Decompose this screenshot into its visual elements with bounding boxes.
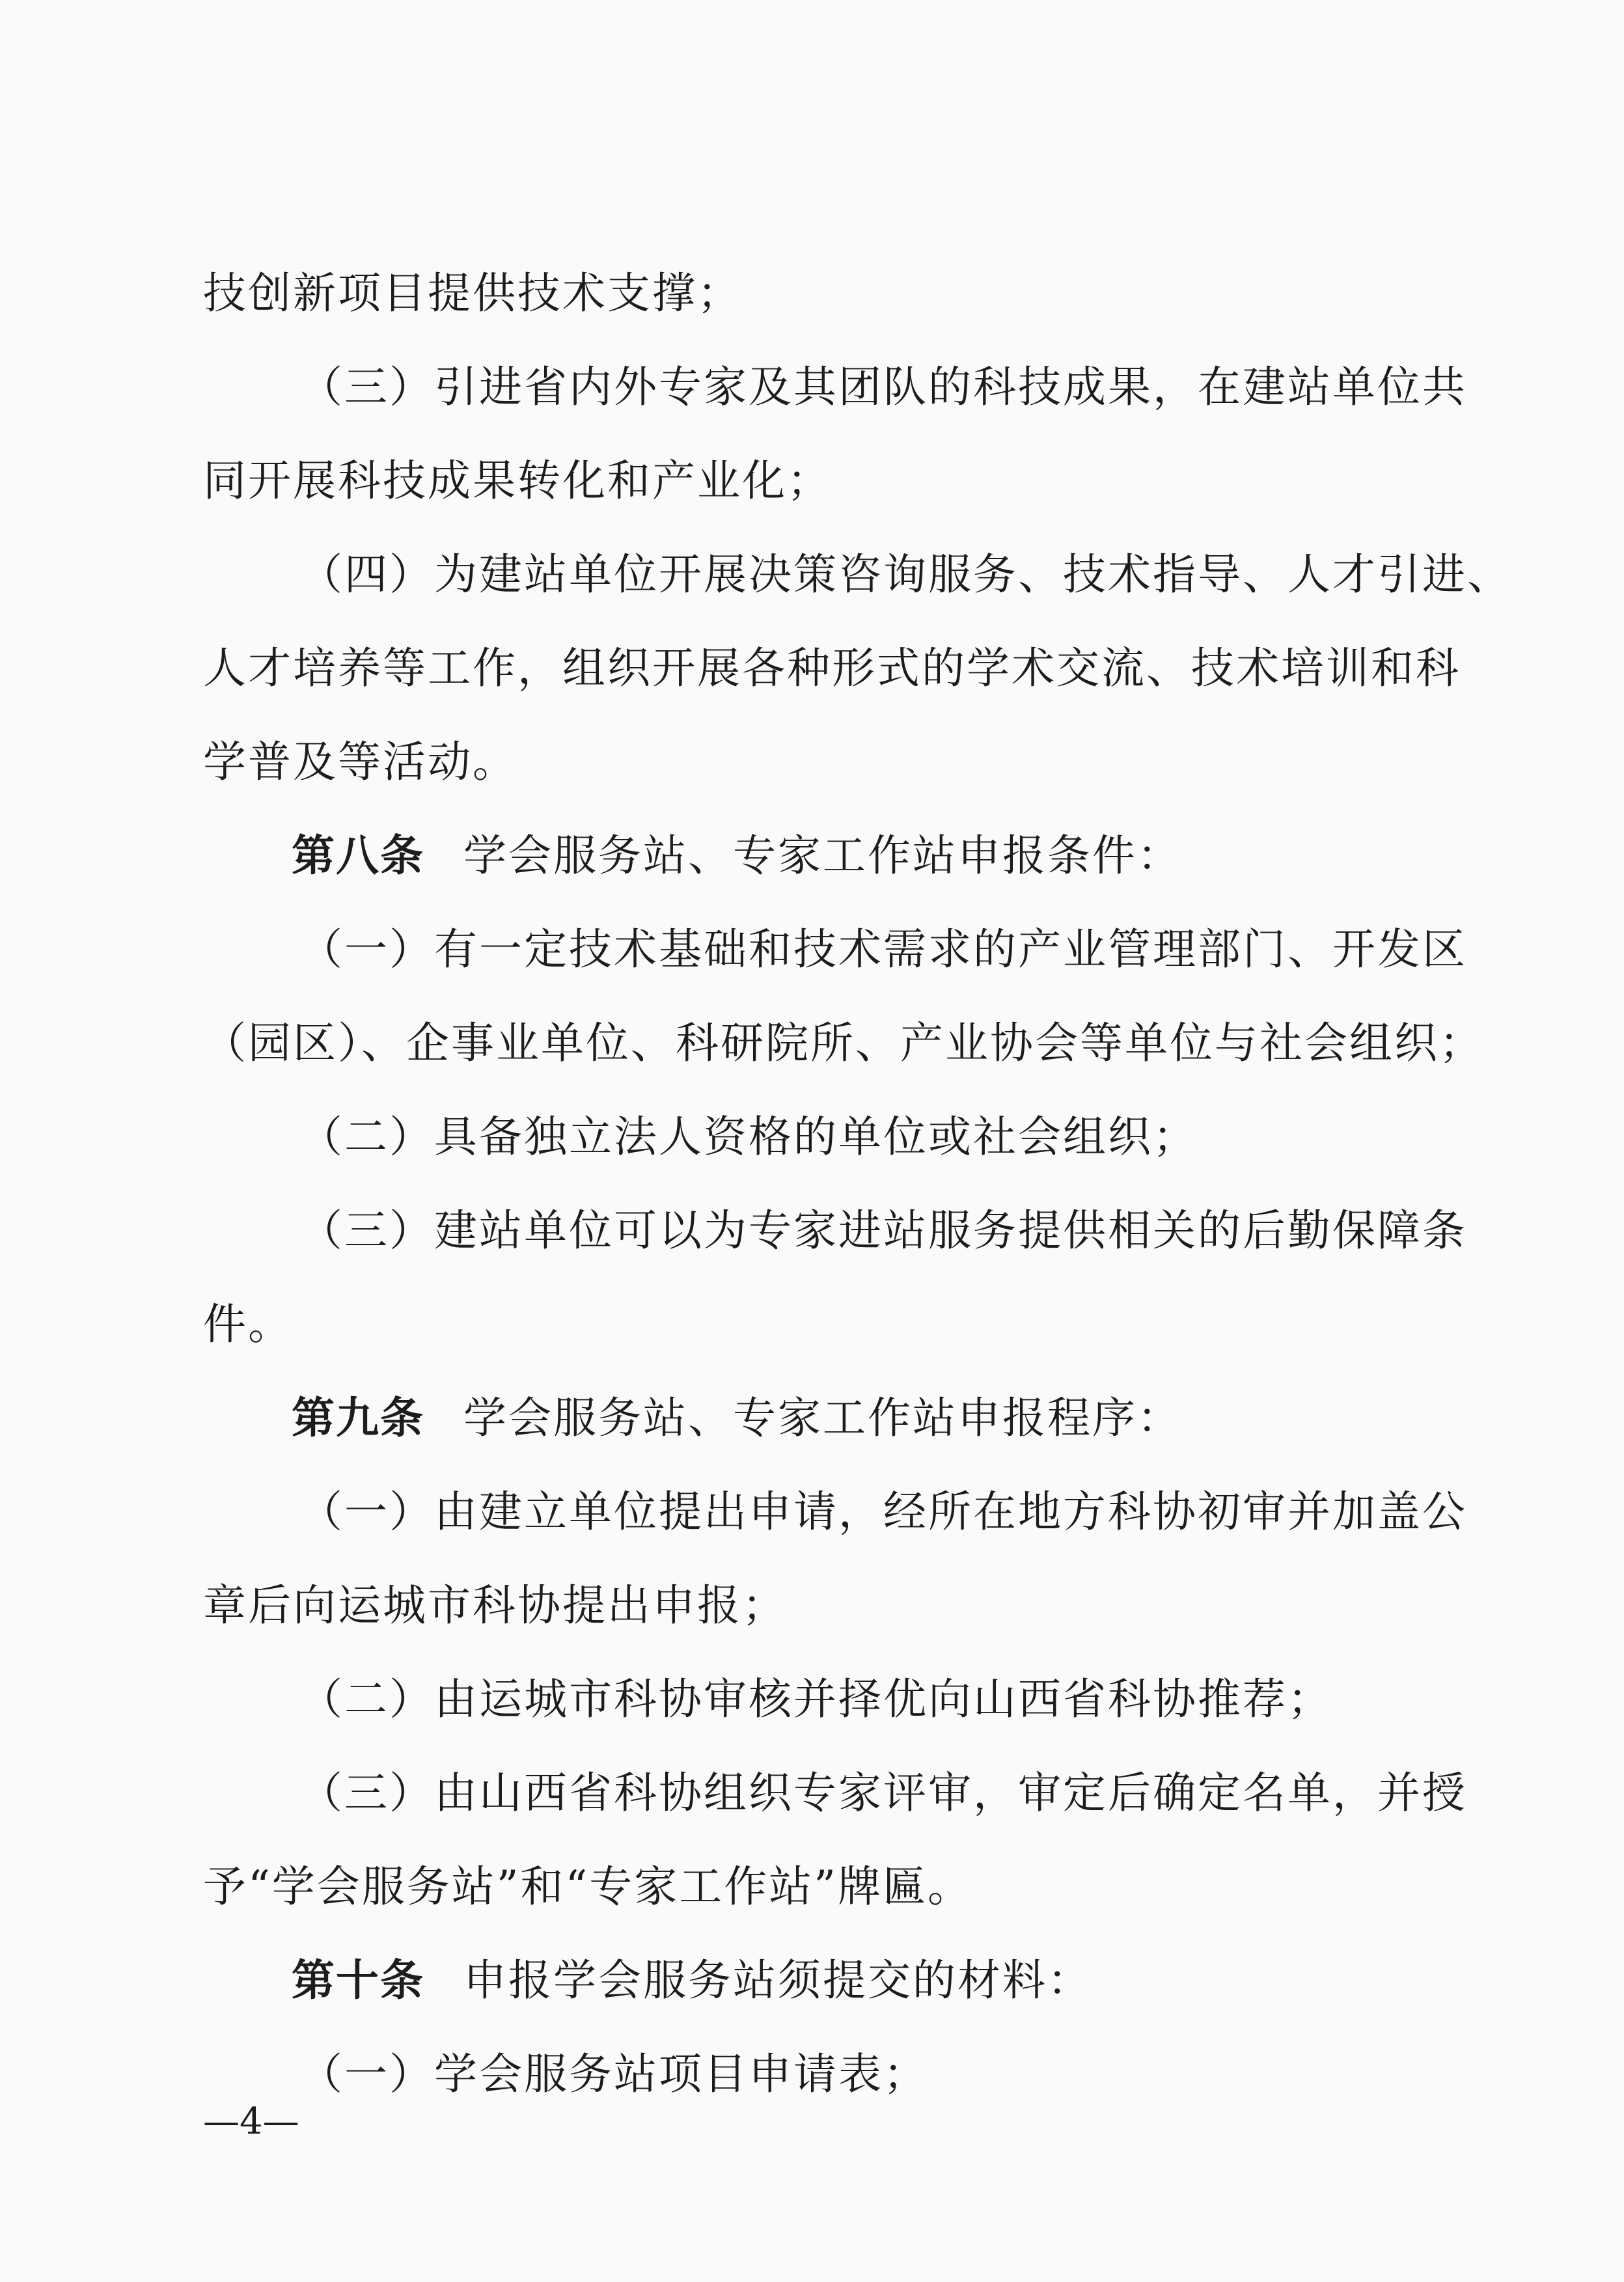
article-heading xyxy=(292,1955,1092,2005)
article-label: 第九条 xyxy=(292,1393,424,1443)
body-line: （三）由山西省科协组织专家评审，审定后确定名单，并授 xyxy=(299,1768,1467,1818)
body-line: 人才培养等工作，组织开展各种形式的学术交流、技术培训和科 xyxy=(203,643,1461,693)
article-label: 第十条 xyxy=(292,1955,424,2005)
body-line: （一）学会服务站项目申请表； xyxy=(299,2049,928,2099)
article-text: 申报学会服务站须提交的材料： xyxy=(463,1955,1092,2005)
body-line: 章后向运城市科协提出申报； xyxy=(203,1580,787,1630)
article-text: 学会服务站、专家工作站申报条件： xyxy=(463,831,1182,881)
body-line: （二）由运城市科协审核并择优向山西省科协推荐； xyxy=(299,1674,1332,1724)
body-line: （二）具备独立法人资格的单位或社会组织； xyxy=(299,1112,1198,1162)
body-line: （三）建站单位可以为专家进站服务提供相关的后勤保障条 xyxy=(299,1205,1467,1256)
article-heading xyxy=(292,831,1182,881)
article-label: 第八条 xyxy=(292,831,424,881)
body-line: 学普及等活动。 xyxy=(203,737,517,787)
body-line: 件。 xyxy=(203,1299,293,1349)
article-heading xyxy=(292,1393,1182,1443)
body-line: （一）由建立单位提出申请，经所在地方科协初审并加盖公 xyxy=(299,1487,1467,1537)
body-line: （一）有一定技术基础和技术需求的产业管理部门、开发区 xyxy=(299,924,1467,974)
body-line: （园区）、企事业单位、科研院所、产业协会等单位与社会组织； xyxy=(203,1018,1484,1068)
body-line: （三）引进省内外专家及其团队的科技成果，在建站单位共 xyxy=(299,362,1467,412)
body-line: 予“学会服务站”和“专家工作站”牌匾。 xyxy=(203,1862,972,1912)
body-line: （四）为建站单位开展决策咨询服务、技术指导、人才引进、 xyxy=(299,549,1512,599)
body-line: 同开展科技成果转化和产业化； xyxy=(203,456,832,506)
body-line: 技创新项目提供技术支撑； xyxy=(203,268,742,318)
page-number: —4— xyxy=(203,2100,299,2143)
article-text: 学会服务站、专家工作站申报程序： xyxy=(463,1393,1182,1443)
